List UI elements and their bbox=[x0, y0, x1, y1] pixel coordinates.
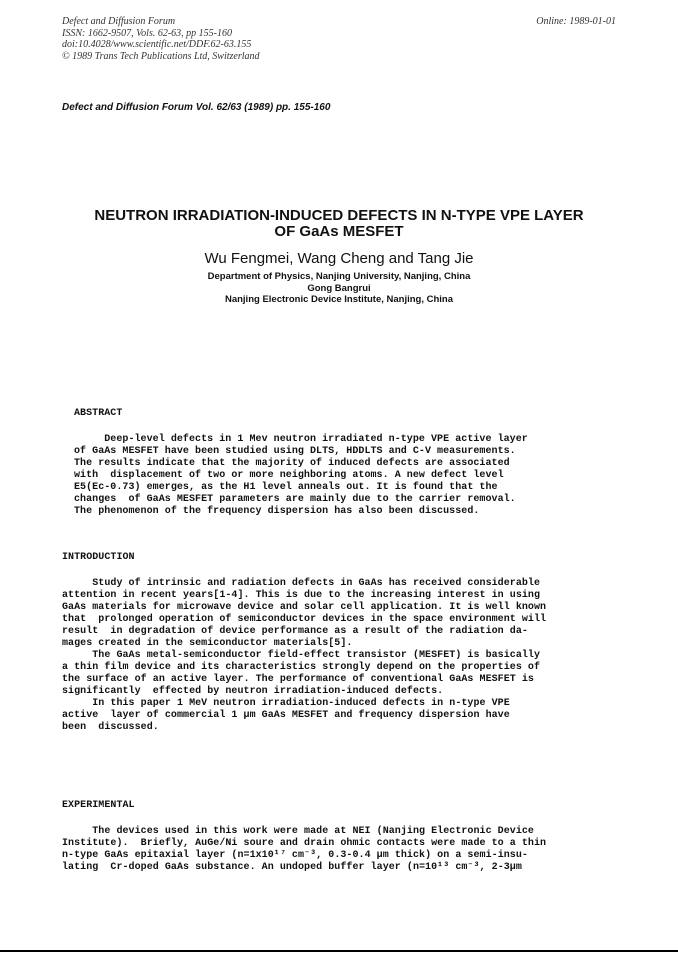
experimental-body bbox=[62, 826, 546, 874]
journal-meta bbox=[62, 16, 260, 62]
abstract-body bbox=[74, 434, 528, 518]
abstract-line: changes of GaAs MESFET parameters are mainly due to the carrier removal. bbox=[74, 494, 516, 505]
abstract-line: Deep-level defects in 1 Mev neutron irradiated n-type VPE active layer bbox=[74, 434, 528, 445]
affiliation-line: Nanjing Electronic Device Institute, Nanjing, China bbox=[224, 294, 454, 305]
experimental-line: The devices used in this work were made at NEI (Nanjing Electronic Device bbox=[62, 826, 534, 837]
introduction-body bbox=[62, 578, 546, 734]
introduction-line: The GaAs metal-semiconductor field-effect transistor (MESFET) is basically bbox=[62, 650, 541, 661]
affiliation-line: Department of Physics, Nanjing University, Nanjing, China bbox=[207, 271, 471, 282]
abstract-line: with displacement of two or more neighboring atoms. A new defect level bbox=[74, 470, 504, 481]
authors: Wu Fengmei, Wang Cheng and Tang Jie bbox=[204, 250, 474, 267]
introduction-line: the surface of an active layer. The performance of conventional GaAs MESFET is bbox=[62, 674, 534, 685]
introduction-line: Study of intrinsic and radiation defects in GaAs has received considerable bbox=[62, 578, 541, 589]
introduction-line: In this paper 1 MeV neutron irradiation-induced defects in n-type VPE bbox=[62, 698, 510, 709]
introduction-line: that prolonged operation of semiconductor devices in the space environment will bbox=[62, 614, 547, 625]
paper-title bbox=[0, 208, 678, 240]
introduction-line: a thin film device and its characteristics strongly depend on the properties of bbox=[62, 662, 541, 673]
affiliation-line: Gong Bangrui bbox=[307, 282, 371, 294]
introduction-line: been discussed. bbox=[62, 722, 159, 733]
bottom-rule bbox=[0, 950, 678, 952]
abstract-line: The results indicate that the majority of induced defects are associated bbox=[74, 458, 510, 469]
abstract-line: E5(Ec-0.73) emerges, as the H1 level anneals out. It is found that the bbox=[74, 482, 498, 493]
experimental-line: n-type GaAs epitaxial layer (n=1x10¹⁷ cm⁻³, 0.3-0.4 μm thick) on a semi-insu- bbox=[62, 850, 528, 861]
introduction-line: result in degradation of device performance as a result of the radiation da- bbox=[62, 626, 528, 637]
introduction-line: GaAs materials for microwave device and solar cell application. It is well known bbox=[62, 602, 547, 613]
introduction-line: active layer of commercial 1 μm GaAs MESFET and frequency dispersion have bbox=[62, 710, 510, 721]
experimental-line: Institute). Briefly, AuGe/Ni soure and drain ohmic contacts were made to a thin bbox=[62, 838, 547, 849]
introduction-line: attention in recent years[1-4]. This is due to the increasing interest in using bbox=[62, 590, 541, 601]
introduction-line: mages created in the semiconductor materials[5]. bbox=[62, 638, 353, 649]
meta-line: Defect and Diffusion Forum bbox=[62, 16, 176, 27]
abstract-heading: ABSTRACT bbox=[74, 408, 123, 419]
meta-line: doi:10.4028/www.scientific.net/DDF.62-63.155 bbox=[62, 39, 252, 50]
journal-citation: Defect and Diffusion Forum Vol. 62/63 (1989) pp. 155-160 bbox=[62, 102, 331, 113]
title-line: OF GaAs MESFET bbox=[274, 223, 404, 240]
abstract-line: of GaAs MESFET have been studied using DLTS, HDDLTS and C-V measurements. bbox=[74, 446, 516, 457]
affiliations bbox=[0, 271, 678, 306]
abstract-line: The phenomenon of the frequency dispersion has also been discussed. bbox=[74, 506, 480, 517]
experimental-heading: EXPERIMENTAL bbox=[62, 800, 135, 811]
meta-line: ISSN: 1662-9507, Vols. 62-63, pp 155-160 bbox=[62, 27, 232, 39]
experimental-line: lating Cr-doped GaAs substance. An undoped buffer layer (n=10¹³ cm⁻³, 2-3μm bbox=[62, 862, 522, 873]
online-date: Online: 1989-01-01 bbox=[536, 16, 616, 27]
introduction-line: significantly effected by neutron irradiation-induced defects. bbox=[62, 686, 444, 697]
meta-line: © 1989 Trans Tech Publications Ltd, Switzerland bbox=[62, 50, 260, 62]
title-line: NEUTRON IRRADIATION-INDUCED DEFECTS IN N-TYPE VPE LAYER bbox=[94, 207, 584, 224]
introduction-heading: INTRODUCTION bbox=[62, 552, 135, 563]
